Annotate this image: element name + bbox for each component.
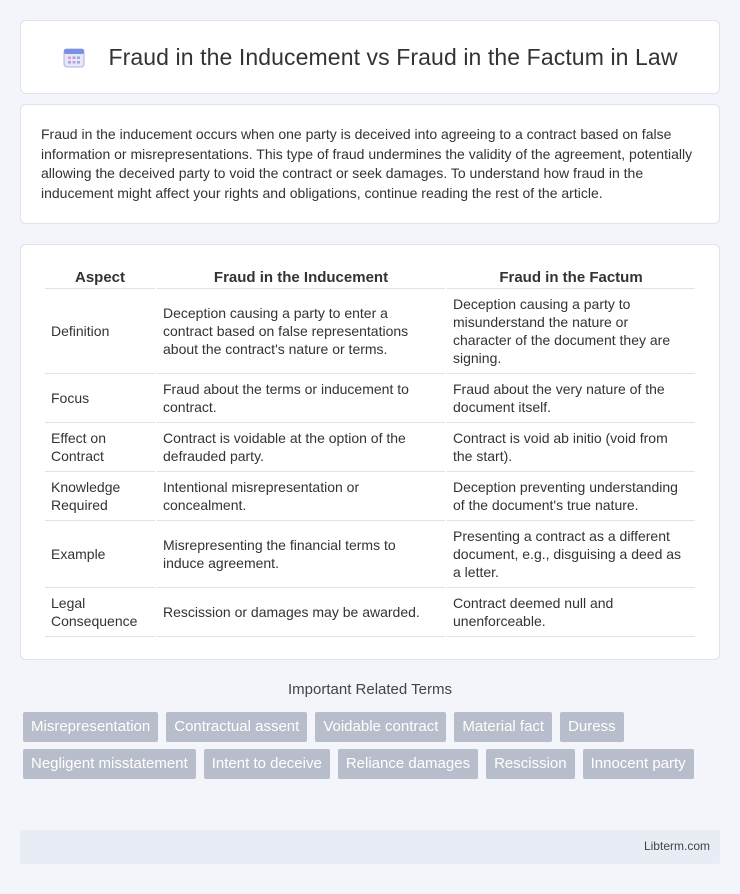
header-aspect: Aspect xyxy=(45,263,155,289)
tag-material-fact[interactable]: Material fact xyxy=(454,712,552,742)
tag-voidable-contract[interactable]: Voidable contract xyxy=(315,712,446,742)
table-header-row xyxy=(45,263,695,289)
cell-inducement: Deception causing a party to enter a contract based on false representations about the contract's nature or terms. xyxy=(157,289,445,374)
cell-aspect: Focus xyxy=(45,374,155,423)
table-row xyxy=(45,289,695,374)
page-title: Fraud in the Inducement vs Fraud in the Factum in Law xyxy=(108,43,678,70)
footer-site-link[interactable]: Libterm.com xyxy=(643,839,710,853)
comparison-table-card xyxy=(20,244,720,660)
cell-factum: Presenting a contract as a different document, e.g., disguising a deed as a letter. xyxy=(447,521,695,588)
cell-inducement: Misrepresenting the financial terms to induce agreement. xyxy=(157,521,445,588)
cell-aspect: Knowledge Required xyxy=(45,472,155,521)
table-row xyxy=(45,423,695,472)
related-terms-title: Important Related Terms xyxy=(288,681,452,698)
cell-factum: Contract deemed null and unenforceable. xyxy=(447,588,695,637)
tag-reliance-damages[interactable]: Reliance damages xyxy=(338,749,478,779)
cell-aspect: Effect on Contract xyxy=(45,423,155,472)
cell-factum: Contract is void ab initio (void from the start). xyxy=(447,423,695,472)
calendar-icon xyxy=(62,45,86,69)
intro-card xyxy=(20,104,720,224)
cell-factum: Deception causing a party to misunderstand the nature or character of the document they are signing. xyxy=(447,289,695,374)
table-row xyxy=(45,521,695,588)
cell-aspect: Example xyxy=(45,521,155,588)
tag-innocent-party[interactable]: Innocent party xyxy=(583,749,694,779)
comparison-table xyxy=(43,263,697,637)
intro-text: Fraud in the inducement occurs when one party is deceived into agreeing to a contract based on false information or misrepresentations. This type of fraud undermines the validity of the agreement, potentially allowing the deceived party to void the contract or seek damages. To understand how fraud in the inducement might affect your rights and obligations, continue reading the rest of the article. xyxy=(41,126,693,201)
cell-aspect: Legal Consequence xyxy=(45,588,155,637)
header-card xyxy=(20,20,720,94)
tag-intent-to-deceive[interactable]: Intent to deceive xyxy=(204,749,330,779)
title-wrap xyxy=(62,44,677,71)
cell-aspect: Definition xyxy=(45,289,155,374)
cell-inducement: Contract is voidable at the option of the defrauded party. xyxy=(157,423,445,472)
related-terms-tags xyxy=(23,712,723,779)
cell-inducement: Rescission or damages may be awarded. xyxy=(157,588,445,637)
table-row xyxy=(45,472,695,521)
tag-contractual-assent[interactable]: Contractual assent xyxy=(166,712,307,742)
cell-factum: Deception preventing understanding of the document's true nature. xyxy=(447,472,695,521)
tag-misrepresentation[interactable]: Misrepresentation xyxy=(23,712,158,742)
tag-duress[interactable]: Duress xyxy=(560,712,624,742)
table-row xyxy=(45,374,695,423)
cell-inducement: Fraud about the terms or inducement to contract. xyxy=(157,374,445,423)
tag-negligent-misstatement[interactable]: Negligent misstatement xyxy=(23,749,196,779)
header-inducement: Fraud in the Inducement xyxy=(157,263,445,289)
cell-factum: Fraud about the very nature of the document itself. xyxy=(447,374,695,423)
tag-rescission[interactable]: Rescission xyxy=(486,749,575,779)
table-row xyxy=(45,588,695,637)
footer xyxy=(20,830,720,864)
header-factum: Fraud in the Factum xyxy=(447,263,695,289)
cell-inducement: Intentional misrepresentation or concealment. xyxy=(157,472,445,521)
